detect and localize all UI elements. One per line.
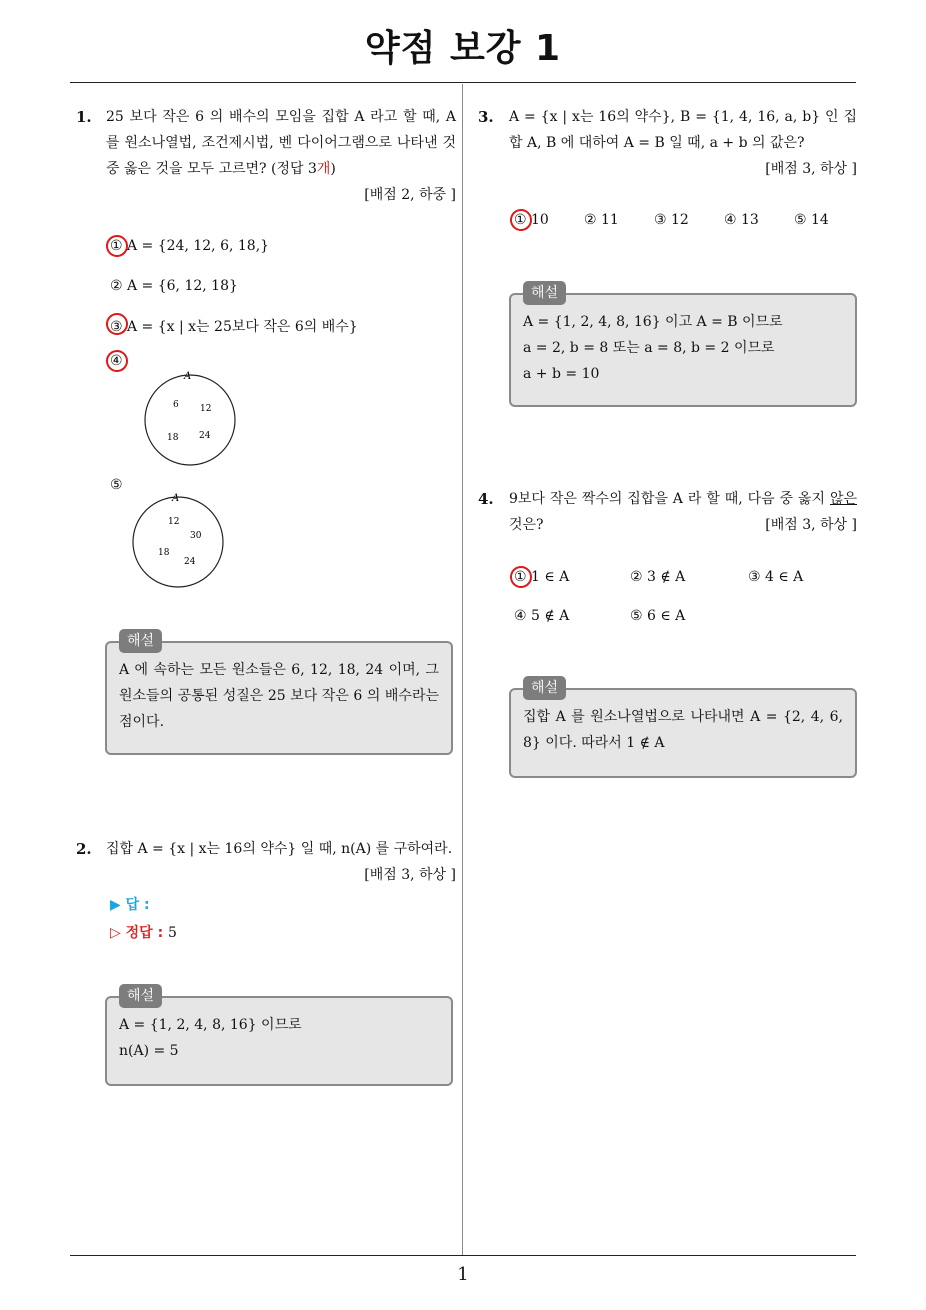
- venn-set-label: A: [184, 371, 192, 382]
- page-title: 약점 보강 1: [364, 28, 562, 69]
- explanation-tag: 해설: [119, 984, 162, 1008]
- correct-answer-label: ▷ 정답 :: [110, 925, 164, 941]
- question-2-number: 2.: [76, 840, 92, 858]
- question-4-choice-1[interactable]: ① 1 ∈ A: [514, 569, 570, 585]
- question-1-number: 1.: [76, 108, 92, 126]
- correct-answer-value: 5: [168, 925, 177, 941]
- explanation-box-q4: [509, 680, 857, 778]
- explanation-box-q1: [105, 633, 453, 755]
- question-1: [106, 104, 456, 208]
- question-1-text-main: 25 보다 작은 6 의 배수의 모임을 집합 A 라고 할 때, A 를 원소나열법, 조건제시법, 벤 다이어그램으로 나타낸 것 중 옳은 것을 모두 고르면? (정답 3: [106, 109, 456, 177]
- venn-circle: [133, 497, 223, 587]
- venn-set-label: A: [172, 493, 180, 504]
- explanation-box-q3: [509, 285, 857, 407]
- question-1-text: [106, 104, 456, 182]
- question-1-choice-2[interactable]: ② A = {6, 12, 18}: [110, 278, 238, 294]
- explanation-text: 집합 A 를 원소나열법으로 나타내면 A = {2, 4, 6, 8} 이다. 따라서 1 ∉ A: [523, 709, 843, 751]
- explanation-tag: 해설: [119, 629, 162, 653]
- question-4-choice-2[interactable]: ② 3 ∉ A: [630, 569, 686, 585]
- question-1-choice-4[interactable]: ④: [110, 353, 123, 369]
- explanation-tag: 해설: [523, 281, 566, 305]
- venn-element: 18: [167, 433, 179, 443]
- question-4-text-end: 것은?: [509, 517, 544, 533]
- question-3-number: 3.: [478, 108, 494, 126]
- question-4-number: 4.: [478, 490, 494, 508]
- question-4-choice-3[interactable]: ③ 4 ∈ A: [748, 569, 804, 585]
- column-divider: [462, 84, 463, 1256]
- question-1-text-end: ): [330, 161, 336, 177]
- question-2-meta: [배점 3, 하상 ]: [364, 867, 456, 883]
- question-3-choice-2[interactable]: ② 11: [584, 212, 619, 228]
- question-1-meta: [배점 2, 하중 ]: [364, 187, 456, 203]
- page-number: 1: [457, 1264, 469, 1285]
- question-1-text-red: 개: [316, 161, 331, 177]
- explanation-box-q2: [105, 988, 453, 1086]
- question-3-meta: [배점 3, 하상 ]: [765, 161, 857, 177]
- venn-element: 24: [184, 557, 196, 567]
- explanation-line: a = 2, b = 8 또는 a = 8, b = 2 이므로: [523, 340, 775, 356]
- question-2-text: 집합 A = {x | x는 16의 약수} 일 때, n(A) 를 구하여라.: [106, 841, 453, 857]
- venn-circle: [145, 375, 235, 465]
- explanation-line: a + b = 10: [523, 366, 600, 382]
- venn-element: 30: [190, 531, 202, 541]
- question-4-choice-4[interactable]: ④ 5 ∉ A: [514, 608, 570, 624]
- correct-answer-line: [110, 922, 177, 942]
- explanation-tag: 해설: [523, 676, 566, 700]
- question-1-choice-5[interactable]: ⑤: [110, 477, 123, 493]
- question-2-meta-wrap: [300, 862, 456, 888]
- question-4-text-main: 9보다 작은 짝수의 집합을 A 라 할 때, 다음 중 옳지: [509, 491, 830, 507]
- venn-diagram-choice-5: [128, 488, 228, 592]
- venn-element: 6: [173, 400, 179, 410]
- question-3: [509, 104, 857, 182]
- question-4-text-underlined: 않은: [829, 491, 857, 507]
- question-3-choice-3[interactable]: ③ 12: [654, 212, 689, 228]
- venn-element: 12: [168, 517, 180, 527]
- venn-element: 12: [200, 404, 212, 414]
- question-4-choice-5[interactable]: ⑤ 6 ∈ A: [630, 608, 686, 624]
- question-2: [106, 836, 456, 862]
- header-rule: [70, 82, 856, 83]
- question-4-meta: [배점 3, 하상 ]: [765, 517, 857, 533]
- explanation-text: A 에 속하는 모든 원소들은 6, 12, 18, 24 이며, 그 원소들의 공통된 성질은 25 보다 작은 6 의 배수라는 점이다.: [119, 662, 439, 730]
- venn-diagram-choice-4: [140, 366, 240, 470]
- explanation-line: A = {1, 2, 4, 8, 16} 이고 A = B 이므로: [523, 314, 783, 330]
- question-3-choice-1[interactable]: ① 10: [514, 212, 549, 228]
- question-3-choice-4[interactable]: ④ 13: [724, 212, 759, 228]
- question-3-choice-5[interactable]: ⑤ 14: [794, 212, 829, 228]
- question-1-choice-1[interactable]: ① A = {24, 12, 6, 18,}: [110, 238, 270, 254]
- question-1-choice-3[interactable]: ③ A = {x | x는 25보다 작은 6의 배수}: [110, 319, 358, 335]
- explanation-line: n(A) = 5: [119, 1043, 179, 1059]
- answer-label: ▶ 답 :: [110, 897, 150, 913]
- question-4-meta-wrap: [700, 512, 857, 538]
- footer-rule: [70, 1255, 856, 1256]
- explanation-line: A = {1, 2, 4, 8, 16} 이므로: [119, 1017, 302, 1033]
- answer-line[interactable]: [110, 894, 150, 914]
- venn-element: 24: [199, 431, 211, 441]
- question-3-text: A = {x | x는 16의 약수}, B = {1, 4, 16, a, b} 인 집합 A, B 에 대하여 A = B 일 때, a + b 의 값은?: [509, 109, 857, 151]
- venn-element: 18: [158, 548, 170, 558]
